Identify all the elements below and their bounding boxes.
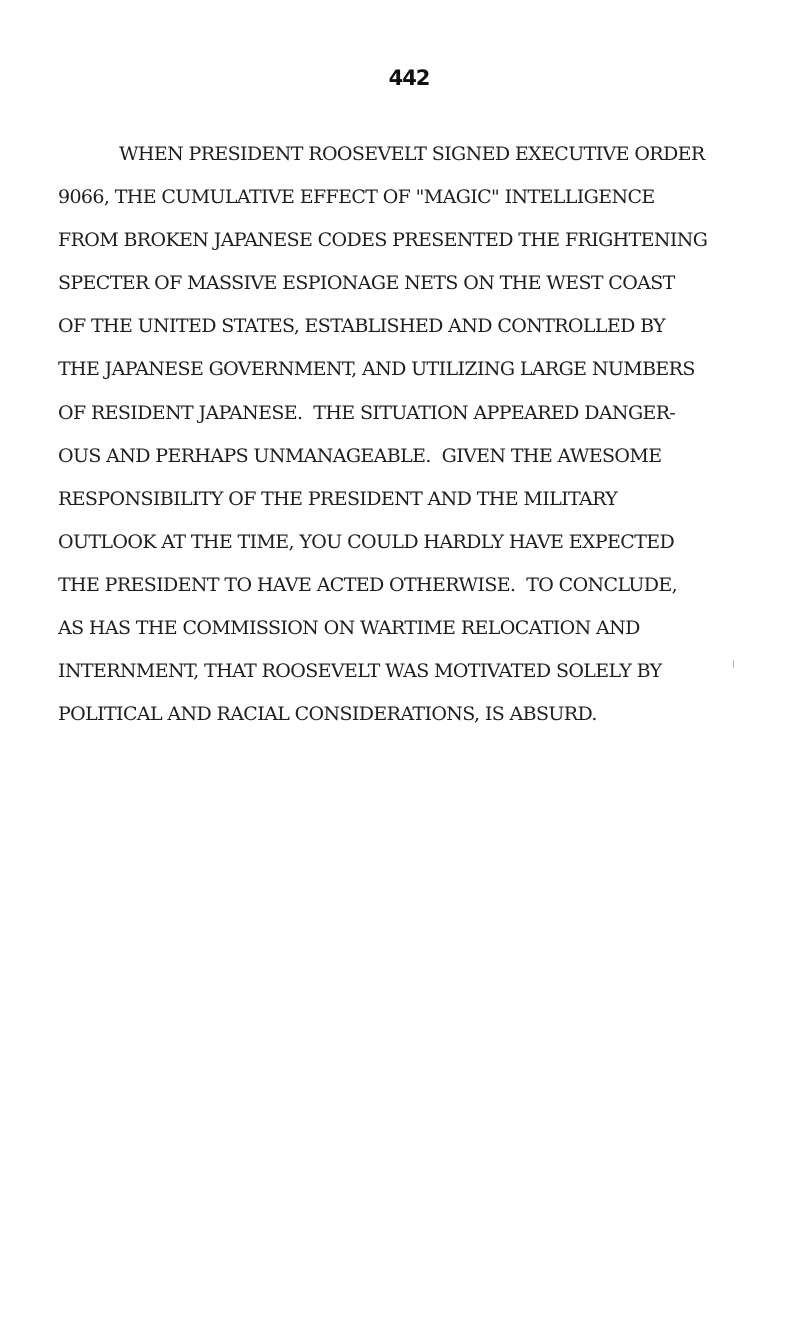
text-line: THE PRESIDENT TO HAVE ACTED OTHERWISE. TO CONCLUDE, bbox=[58, 573, 678, 596]
text-line: INTERNMENT, THAT ROOSEVELT WAS MOTIVATED SOLELY BY bbox=[58, 660, 662, 683]
text-line: OUTLOOK AT THE TIME, YOU COULD HARDLY HAVE EXPECTED bbox=[58, 530, 675, 553]
text-line: WHEN PRESIDENT ROOSEVELT SIGNED EXECUTIVE ORDER bbox=[119, 143, 705, 165]
text-line: THE JAPANESE GOVERNMENT, AND UTILIZING LARGE NUMBERS bbox=[58, 358, 695, 381]
text-line: RESPONSIBILITY OF THE PRESIDENT AND THE MILITARY bbox=[58, 487, 618, 510]
text-line: SPECTER OF MASSIVE ESPIONAGE NETS ON THE WEST COAST bbox=[58, 272, 675, 295]
text-line: POLITICAL AND RACIAL CONSIDERATIONS, IS ABSURD. bbox=[58, 703, 597, 726]
text-line: 9066, THE CUMULATIVE EFFECT OF "MAGIC" INTELLIGENCE bbox=[58, 186, 655, 209]
text-line: OF RESIDENT JAPANESE. THE SITUATION APPEARED DANGER- bbox=[58, 401, 676, 424]
body-paragraph bbox=[58, 140, 707, 743]
text-line: AS HAS THE COMMISSION ON WARTIME RELOCATION AND bbox=[58, 617, 640, 640]
text-line: OUS AND PERHAPS UNMANAGEABLE. GIVEN THE AWESOME bbox=[58, 444, 662, 467]
text-line: FROM BROKEN JAPANESE CODES PRESENTED THE FRIGHTENING bbox=[58, 229, 708, 252]
text-line: OF THE UNITED STATES, ESTABLISHED AND CONTROLLED BY bbox=[58, 315, 666, 338]
page-number: 442 bbox=[388, 66, 430, 90]
scan-speck bbox=[733, 660, 734, 668]
